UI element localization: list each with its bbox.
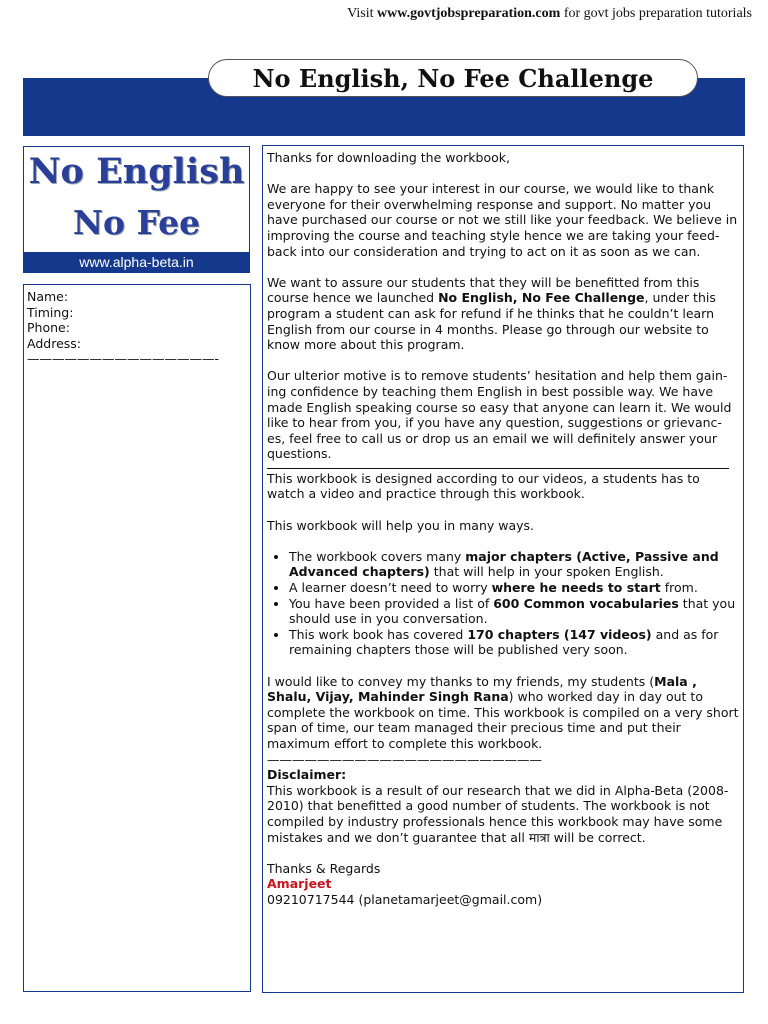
logo-line-2: No Fee [72,203,201,242]
divider [267,468,729,469]
timing-field: Timing: [27,304,74,320]
paragraph-thanks: I would like to convey my thanks to my friends, my students (Mala , Shalu, Vijay, Mahinder Singh Rana) who worked day in day out to complete the workbook on time. This workbook is compiled on a very short span of time, our team managed their precious time and put their maximum effort to complete this workbook. [267,673,739,751]
name-field: Name: [27,289,69,304]
visit-suffix: for govt jobs preparation tutorials [560,6,752,21]
list-item: • You have been provided a list of 600 Common vocabularies that you should use in you conversation. [289,596,739,627]
student-names: Mala , Shalu, Vijay, Mahinder Singh Rana [267,673,697,705]
greeting: Thanks for downloading the workbook, [267,150,510,165]
address-field: Address: [27,335,81,351]
list-item: • The workbook covers many major chapters (Active, Passive and Advanced chapters) that will help in your spoken English. [289,549,739,580]
main-text-box [262,145,744,993]
paragraph-intro: We are happy to see your interest in our course, we would like to thank everyone for their overwhelming response and support. No matter you have purchased our course or not we still like your feedback. We believe in improving the course and teaching style hence we are taking your feed-back into our consideration and trying to act on it as soon as we can. [267,181,738,259]
logo-url: www.alpha-beta.in [24,252,249,272]
address-underline: ———————————————- [27,351,220,366]
list-item: • This work book has covered 170 chapters (147 videos) and as for remaining chapters those will be published very soon. [289,627,739,658]
author-name: Amarjeet [267,876,332,892]
list-item: • A learner doesn’t need to worry where he needs to start from. [289,580,739,596]
visit-prefix: Visit [347,6,378,21]
paragraph-challenge: We want to assure our students that they will be benefitted from this course hence we launched No English, No Fee Challenge, under this program a student can ask for refund if he thinks that he couldn’t learn English from our course in 4 months. Please go through our website to know more about this program. [267,274,716,353]
logo-line-1: No English [28,151,245,192]
author-contact[interactable]: 09210717544 (planetamarjeet@gmail.com) [267,891,543,907]
disclaimer-text: This workbook is a result of our research that we did in Alpha-Beta (2008-2010) that benefitted a good number of students. The workbook is not compiled by industry professionals hence this workbook may have some mistakes and we don’t guarantee that all मात्रा will be correct. [267,782,729,845]
regards: Thanks & Regards [267,860,381,876]
paragraph-videos: This workbook is designed according to our videos, a students has to watch a video and practice through this workbook. [267,470,700,502]
page-title: No English, No Fee Challenge [208,59,698,97]
disclaimer-title: Disclaimer: [267,767,347,783]
challenge-name: No English, No Fee Challenge [438,290,645,306]
paragraph-help: This workbook will help you in many ways. [267,517,535,533]
site-link[interactable]: www.govtjobspreparation.com [377,6,561,21]
logo [23,146,250,273]
contact-form-box [23,284,251,992]
top-note [347,6,752,22]
phone-field: Phone: [27,320,70,335]
benefits-list [267,549,739,658]
paragraph-motive: Our ulterior motive is to remove students’ hesitation and help them gain-ing confidence by teaching them English in best possible way. We have made English speaking course so easy that anyone can learn it. We would like to hear from you, if you have any question, suggestions or grievanc-es, feel free to call us or drop us an email we will definitely answer your questions. [267,368,732,462]
dash-separator: —————————————————————— [267,751,542,767]
